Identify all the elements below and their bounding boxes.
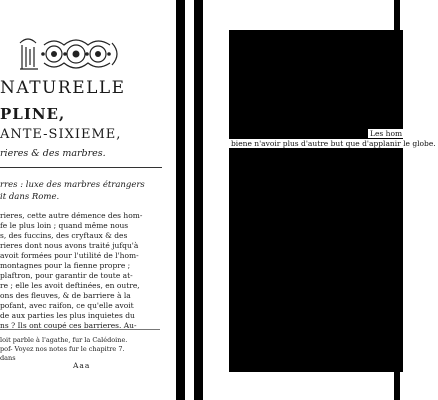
running-title: NATURELLE — [0, 78, 126, 98]
divider — [0, 167, 162, 168]
page-gutter-left — [176, 0, 185, 400]
body-text-line: montagnes pour la fienne propre ; — [0, 261, 131, 270]
chapter-subject: rieres & des marbres. — [0, 148, 106, 159]
footnote-line: dans — [0, 354, 16, 362]
body-text-line: re ; elle les avoit deftinées, en outre, — [0, 281, 140, 290]
chapter-summary-line: rres : luxe des marbres étrangers — [0, 180, 145, 190]
book-title: PLINE, — [0, 105, 66, 123]
body-text-line: pofant, avec raifon, ce qu'elle avoit — [0, 301, 134, 310]
chapter-summary-line: it dans Rome. — [0, 192, 60, 202]
left-page — [0, 0, 176, 400]
body-text-line: plaftron, pour garantir de toute at- — [0, 271, 133, 280]
footnote-line: pof- Voyez nos notes fur le chapitre 7. — [0, 345, 125, 353]
footnote-line: loit parble à l'agathe, fur la Calédoine. — [0, 336, 128, 344]
body-text-line: s, des fuccins, des cryftaux & des — [0, 231, 128, 240]
visible-text-line: biene n'avoir plus d'autre but que d'applanir le globe. — [231, 139, 436, 148]
body-text-line: rieres dont nous avons traité jufqu'à — [0, 241, 139, 250]
signature-mark: Aaa — [73, 361, 91, 370]
chapter-title: ANTE-SIXIEME, — [0, 127, 122, 142]
body-text-line: de aux parties les plus inquietes du — [0, 311, 135, 320]
redaction-block — [229, 30, 403, 372]
body-text-line: ons des fleuves, & de barriere à la — [0, 291, 131, 300]
body-text-line: avoit formées pour l'utilité de l'hom- — [0, 251, 139, 260]
body-text-line: rieres, cette autre démence des hom- — [0, 211, 143, 220]
body-text-line: fe le plus loin ; quand même nous — [0, 221, 129, 230]
body-text-line: ns ? Ils ont coupé ces barrieres. Au- — [0, 321, 137, 330]
decorative-ornament-icon — [18, 35, 124, 73]
page-gutter-right — [194, 0, 203, 400]
footnote-divider — [0, 329, 160, 330]
visible-text-line: Les hom — [370, 129, 403, 138]
